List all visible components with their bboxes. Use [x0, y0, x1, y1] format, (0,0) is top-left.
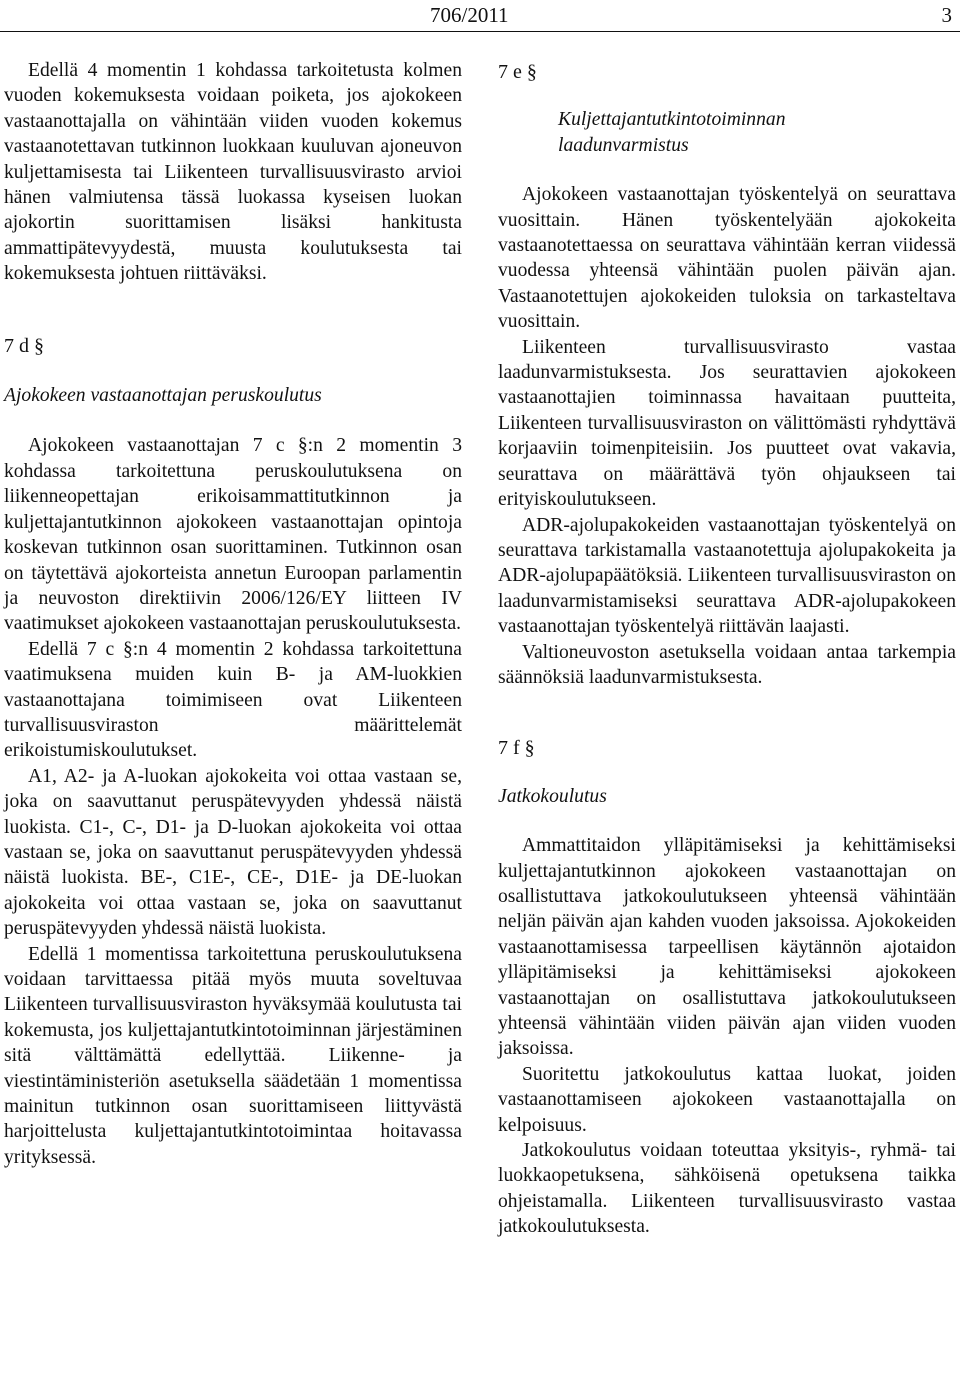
section-number-7d: 7 d §: [4, 334, 44, 357]
section-number-7f: 7 f §: [498, 737, 535, 760]
document-number: 706/2011: [430, 3, 509, 27]
paragraph: Ammattitaidon ylläpitämiseksi ja kehittämiseksi kuljettajantutkinnon ajokokeen vastaanottajan on osallistuttava jatkokoulutukseen yhteensä vähintään neljän päivän ajan kahden vuoden jaksoissa. Ajokokeiden vastaanottamisessa tarpeellisen käytännön ajotaidon ylläpitämiseksi ja kehittämiseksi ajokokeen vastaanottajan on osallistuttava jatkokoulutukseen yhteensä vähintään viiden päivän ajan viiden vuoden jaksoissa.: [498, 835, 956, 1060]
paragraph: A1, A2- ja A-luokan ajokokeita voi ottaa vastaan se, joka on saavuttanut peruspätevyyden yhdessä näistä luokista. C1-, C-, D1- ja D-luokan ajokokeita voi ottaa vastaan se, joka on saavuttanut peruspätevyyden yhdessä näistä luokista. BE-, C1E-, CE-, D1E- ja DE-luokan ajokokeita voi ottaa vastaan se, joka on saavuttanut peruspätevyyden yhdessä näistä luokista.: [4, 765, 462, 940]
section-number-7e: 7 e §: [498, 61, 537, 83]
page-header: [0, 0, 960, 30]
left-column: [4, 58, 462, 1170]
paragraph: Edellä 1 momentissa tarkoitettuna peruskoulutuksena voidaan tarvittaessa pitää myös muuta soveltuvaa Liikenteen turvallisuusviraston hyväksymää koulutusta tai kokemusta, jos kuljettajantutkintotoiminnan järjestäminen sitä välttämättä edellyttää. Liikenne- ja viestintäministeriön asetuksella säädetään 1 momentissa mainitun tutkinnon osan suorittamiseen liittyvästä harjoittelusta kuljettajantutkintotoimintaa hoitavassa yrityksessä.: [4, 943, 462, 1168]
paragraph: Edellä 4 momentin 1 kohdassa tarkoitetusta kolmen vuoden kokemuksesta voidaan poiketa, jos ajokokeen vastaanottajalla on vähintään viiden vuoden kokemus vastaanotettavan tutkinnon luokkaan kuuluvan ajoneuvon kuljettamisesta tai Liikenteen turvallisuusvirasto arvioi hänen valmiutensa tässä luokassa kyseisen luokan ajokortin suorittamisen lisäksi hankitusta ammattipätevyydestä, muusta koulutuksesta tai kokemuksesta johtuen riittäväksi.: [4, 60, 462, 285]
header-rule: [0, 31, 960, 32]
section-title-7f: Jatkokoulutus: [498, 785, 607, 807]
paragraph: Ajokokeen vastaanottajan työskentelyä on seurattava vuosittain. Hänen työskentelyään ajokokeita vastaanotettaessa on seurattava vähintään kerran viidessä vuodessa yhteensä vähintään puolen päivän ajan. Vastaanotettujen ajokokeiden tuloksia on tarkasteltava vuosittain.: [498, 184, 956, 333]
section-title-7e: Kuljettajantutkintotoiminnan laadunvarmistus: [558, 109, 786, 156]
paragraph: Ajokokeen vastaanottajan 7 c §:n 2 momentin 3 kohdassa tarkoitettuna peruskoulutuksena on liikenneopettajan erikoisammattitutkinnon ja kuljettajantutkinnon ajokokeen vastaanottajan opintoja koskevan tutkinnon osan suorittaminen. Tutkinnon osan on täytettävä ajokorteista annetun Euroopan parlamentin ja neuvoston direktiivin 2006/126/EY liitteen IV vaatimukset ajokokeen vastaanottajan peruskoulutuksesta.: [4, 435, 462, 635]
paragraph: Valtioneuvoston asetuksella voidaan antaa tarkempia säännöksiä laadunvarmistuksesta.: [498, 641, 956, 688]
section-title-7d: Ajokokeen vastaanottajan peruskoulutus: [4, 385, 322, 407]
right-column: [498, 60, 956, 1240]
paragraph: Edellä 7 c §:n 4 momentin 2 kohdassa tarkoitettuna vaatimuksena muiden kuin B- ja AM-luokkien vastaanottajana toimimiseen ovat Liikenteen turvallisuusviraston määrittelemät erikoistumiskoulutukset.: [4, 638, 462, 762]
paragraph: Suoritettu jatkokoulutus kattaa luokat, joiden vastaanottamiseen ajokokeen vastaanottajalla on kelpoisuus.: [498, 1063, 956, 1136]
page-number: 3: [941, 3, 952, 27]
paragraph: ADR-ajolupakokeiden vastaanottajan työskentelyä on seurattava tarkistamalla vastaanotettuja ajolupakokeita ja ADR-ajolupapäätöksiä. Liikenteen turvallisuusviraston on laadunvarmistamiseksi seurattava ADR-ajolupakokeen vastaanottajan työskentelyä riittävän laajasti.: [498, 514, 956, 638]
paragraph: Liikenteen turvallisuusvirasto vastaa laadunvarmistuksesta. Jos seurattavien ajokokeen vastaanottajien toiminnassa havaitaan puutteita, Liikenteen turvallisuusviraston on välittömästi ryhdyttävä korjaaviin toimenpiteisiin. Jos puutteet ovat vakavia, seurattava on määrättävä työn ohjaukseen tai erityiskoulutukseen.: [498, 336, 956, 511]
paragraph: Jatkokoulutus voidaan toteuttaa yksityis-, ryhmä- tai luokkaopetuksena, sähköisenä opetuksena taikka ohjeistamalla. Liikenteen turvallisuusvirasto vastaa jatkokoulutuksesta.: [498, 1140, 956, 1238]
